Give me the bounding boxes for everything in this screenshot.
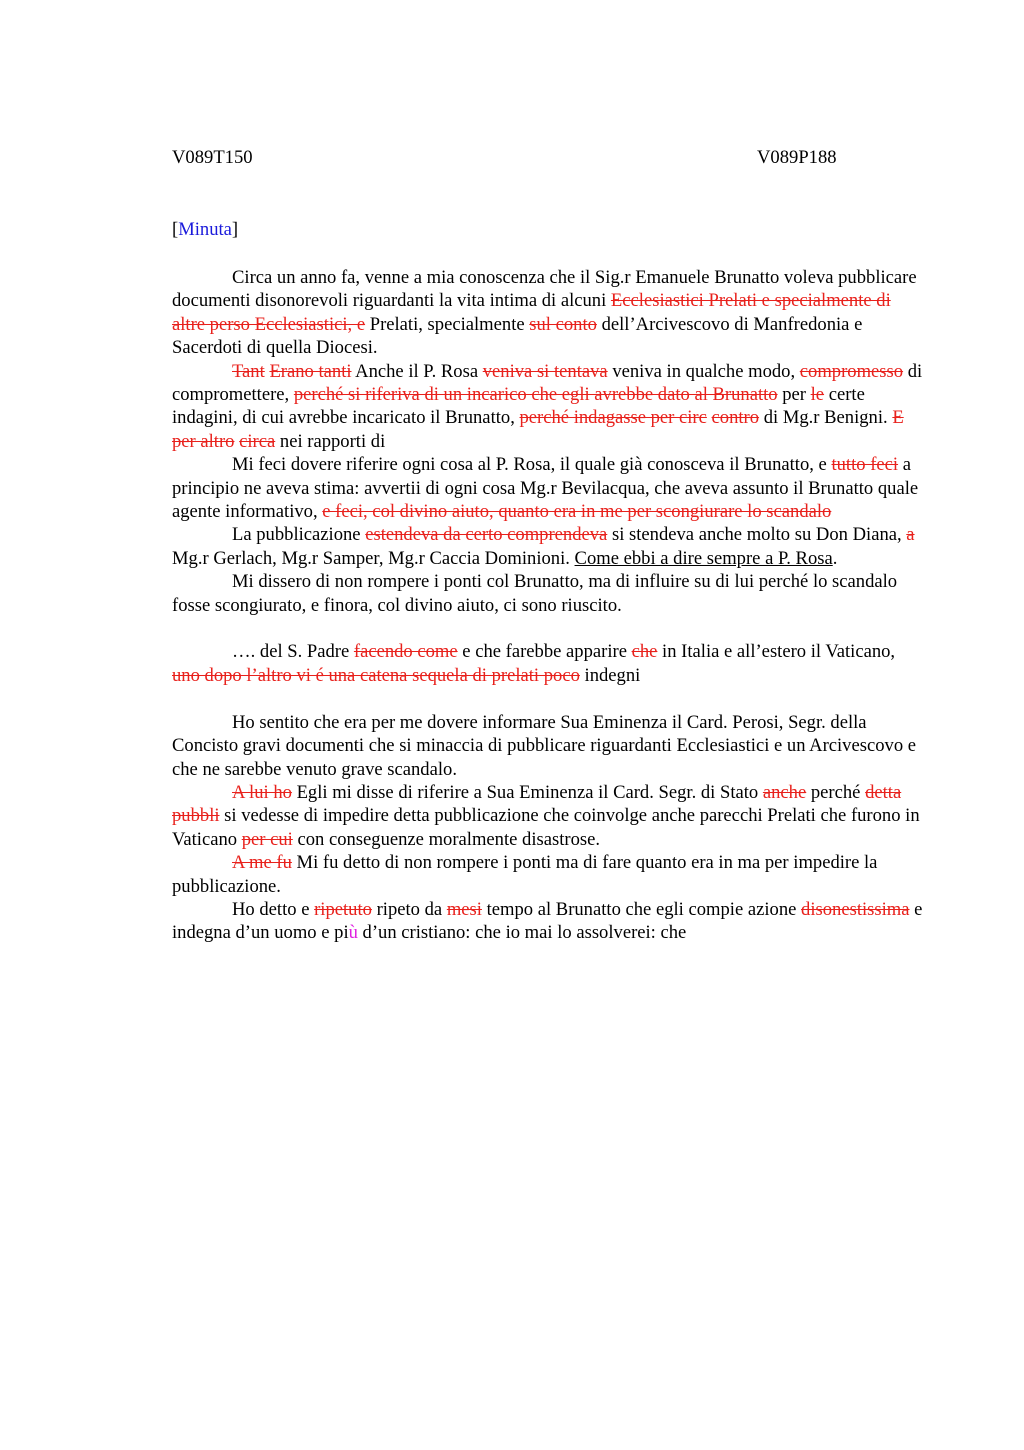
- document-code-left: V089T150: [172, 147, 253, 168]
- text-run: d’un cristiano: che io mai lo assolverei: che: [357, 922, 687, 944]
- deleted-text: perché indagasse per circ: [519, 407, 707, 429]
- tag-open-bracket: [: [172, 219, 179, 240]
- text-run: Mi dissero di non rompere i ponti col Brunatto, ma di influire su di lui perché lo scandalo fosse scongiurato, e finora, col divino aiuto, ci sono riuscito.: [172, 571, 898, 616]
- deleted-text: A me fu: [232, 852, 292, 874]
- document-body: [172, 266, 924, 945]
- deleted-text: ripetuto: [314, 898, 372, 920]
- deleted-text: detta pubbli: [172, 781, 902, 827]
- deleted-text: anche: [762, 781, 807, 803]
- text-run: certe indagini, di cui avrebbe incaricato il Brunatto,: [172, 384, 865, 429]
- document-page: [172, 146, 924, 944]
- tag-label: Minuta: [178, 219, 232, 240]
- deleted-text: a: [906, 524, 915, 546]
- deleted-text: perché si riferiva di un incarico che egli avrebbe dato al Brunatto: [293, 384, 778, 406]
- paragraph: [172, 453, 924, 523]
- deleted-text: contro: [711, 407, 760, 429]
- document-type-tag: [172, 218, 238, 241]
- text-run: Egli mi disse di riferire a Sua Eminenza il Card. Segr. di Stato: [291, 781, 763, 803]
- deleted-text: Erano tanti: [269, 360, 352, 382]
- text-run: si vedesse di impedire detta pubblicazione che coinvolge anche parecchi Prelati che furono in Vaticano: [172, 805, 920, 850]
- document-header: [172, 146, 924, 170]
- text-run: di compromettere,: [172, 360, 923, 406]
- paragraph: [172, 570, 924, 617]
- text-run: nei rapporti di: [275, 430, 386, 452]
- text-run: La pubblicazione: [232, 524, 366, 546]
- text-run: …. del S. Padre: [232, 641, 354, 663]
- deleted-text: uno dopo l’altro vi é una catena sequela di prelati poco: [172, 664, 580, 686]
- text-run: Ho sentito che era per me dovere informare Sua Eminenza il Card. Perosi, Segr. della Concisto gravi documenti che si minaccia di pubblicare riguardanti Ecclesiastici e un Arcivescovo e che ne sarebbe venuto grave scandalo.: [172, 711, 917, 780]
- deleted-text: E per altro: [172, 407, 904, 452]
- paragraph: [172, 711, 924, 781]
- deleted-text: compromesso: [799, 360, 904, 382]
- text-run: a principio ne aveva stima: avvertii di ogni cosa Mg.r Bevilacqua, che aveva assunto il Brunatto quale agente informativo,: [172, 454, 919, 523]
- paragraph-spacer: [172, 687, 924, 710]
- deleted-text: tutto feci: [831, 454, 899, 476]
- paragraph: [172, 266, 924, 360]
- text-run: Mg.r Gerlach, Mg.r Samper, Mg.r Caccia Dominioni.: [172, 547, 575, 569]
- deleted-text: che: [631, 641, 658, 663]
- text-run: di Mg.r Benigni.: [759, 407, 893, 429]
- tag-close-bracket: ]: [231, 219, 239, 240]
- underlined-text: Come ebbi a dire sempre a P. Rosa: [574, 547, 833, 569]
- text-run: indegni: [579, 664, 641, 686]
- deleted-text: estendeva da certo comprendeva: [365, 524, 608, 546]
- deleted-text: le: [810, 384, 825, 406]
- deleted-text: mesi: [446, 898, 482, 920]
- text-run: veniva in qualche modo,: [607, 360, 800, 382]
- deleted-text: Ecclesiastici Prelati e specialmente di altre perso Ecclesiastici, e: [172, 290, 891, 335]
- text-run: Mi feci dovere riferire ogni cosa al P. Rosa, il quale già conosceva il Brunatto, e: [232, 454, 832, 476]
- text-run: in Italia e all’estero il Vaticano,: [657, 641, 896, 663]
- paragraph: [172, 781, 924, 851]
- text-run: dell’Arcivescovo di Manfredonia e Sacerdoti di quella Diocesi.: [172, 313, 863, 359]
- highlighted-char: ù: [348, 922, 358, 944]
- paragraph-spacer: [172, 617, 924, 640]
- text-run: Mi fu detto di non rompere i ponti ma di fare quanto era in ma per impedire la pubblicazione.: [172, 852, 878, 897]
- text-run: ripeto da: [371, 898, 447, 920]
- text-run: Anche il P. Rosa: [351, 360, 483, 382]
- text-run: e indegna d’un uomo e pi: [172, 898, 923, 944]
- paragraph: [172, 523, 924, 570]
- deleted-text: circa: [239, 430, 276, 452]
- text-run: si stendeva anche molto su Don Diana,: [607, 524, 907, 546]
- deleted-text: Tant: [232, 360, 265, 382]
- deleted-text: sul conto: [529, 313, 597, 335]
- deleted-text: A lui ho: [232, 781, 292, 803]
- text-run: tempo al Brunatto che egli compie azione: [481, 898, 802, 920]
- text-run: Prelati, specialmente: [365, 313, 530, 335]
- document-code-right: V089P188: [757, 147, 837, 168]
- text-run: con conseguenze moralmente disastrose.: [292, 828, 601, 850]
- text-run: .: [832, 547, 838, 569]
- text-run: Circa un anno fa, venne a mia conoscenza che il Sig.r Emanuele Brunatto voleva pubblicare documenti disonorevoli riguardanti la vita intima di alcuni: [172, 267, 917, 312]
- text-run: e che farebbe apparire: [457, 641, 632, 663]
- paragraph: [172, 360, 924, 454]
- paragraph: [172, 851, 924, 898]
- paragraph: [172, 898, 924, 945]
- deleted-text: veniva si tentava: [482, 360, 608, 382]
- deleted-text: e feci, col divino aiuto, quanto era in me per scongiurare lo scandalo: [322, 501, 832, 523]
- paragraph: [172, 640, 924, 687]
- text-run: Ho detto e: [232, 898, 315, 920]
- deleted-text: facendo come: [353, 641, 458, 663]
- deleted-text: disonestissima: [801, 898, 910, 920]
- text-run: per: [777, 384, 811, 406]
- text-run: perché: [806, 781, 866, 803]
- deleted-text: per cui: [241, 828, 293, 850]
